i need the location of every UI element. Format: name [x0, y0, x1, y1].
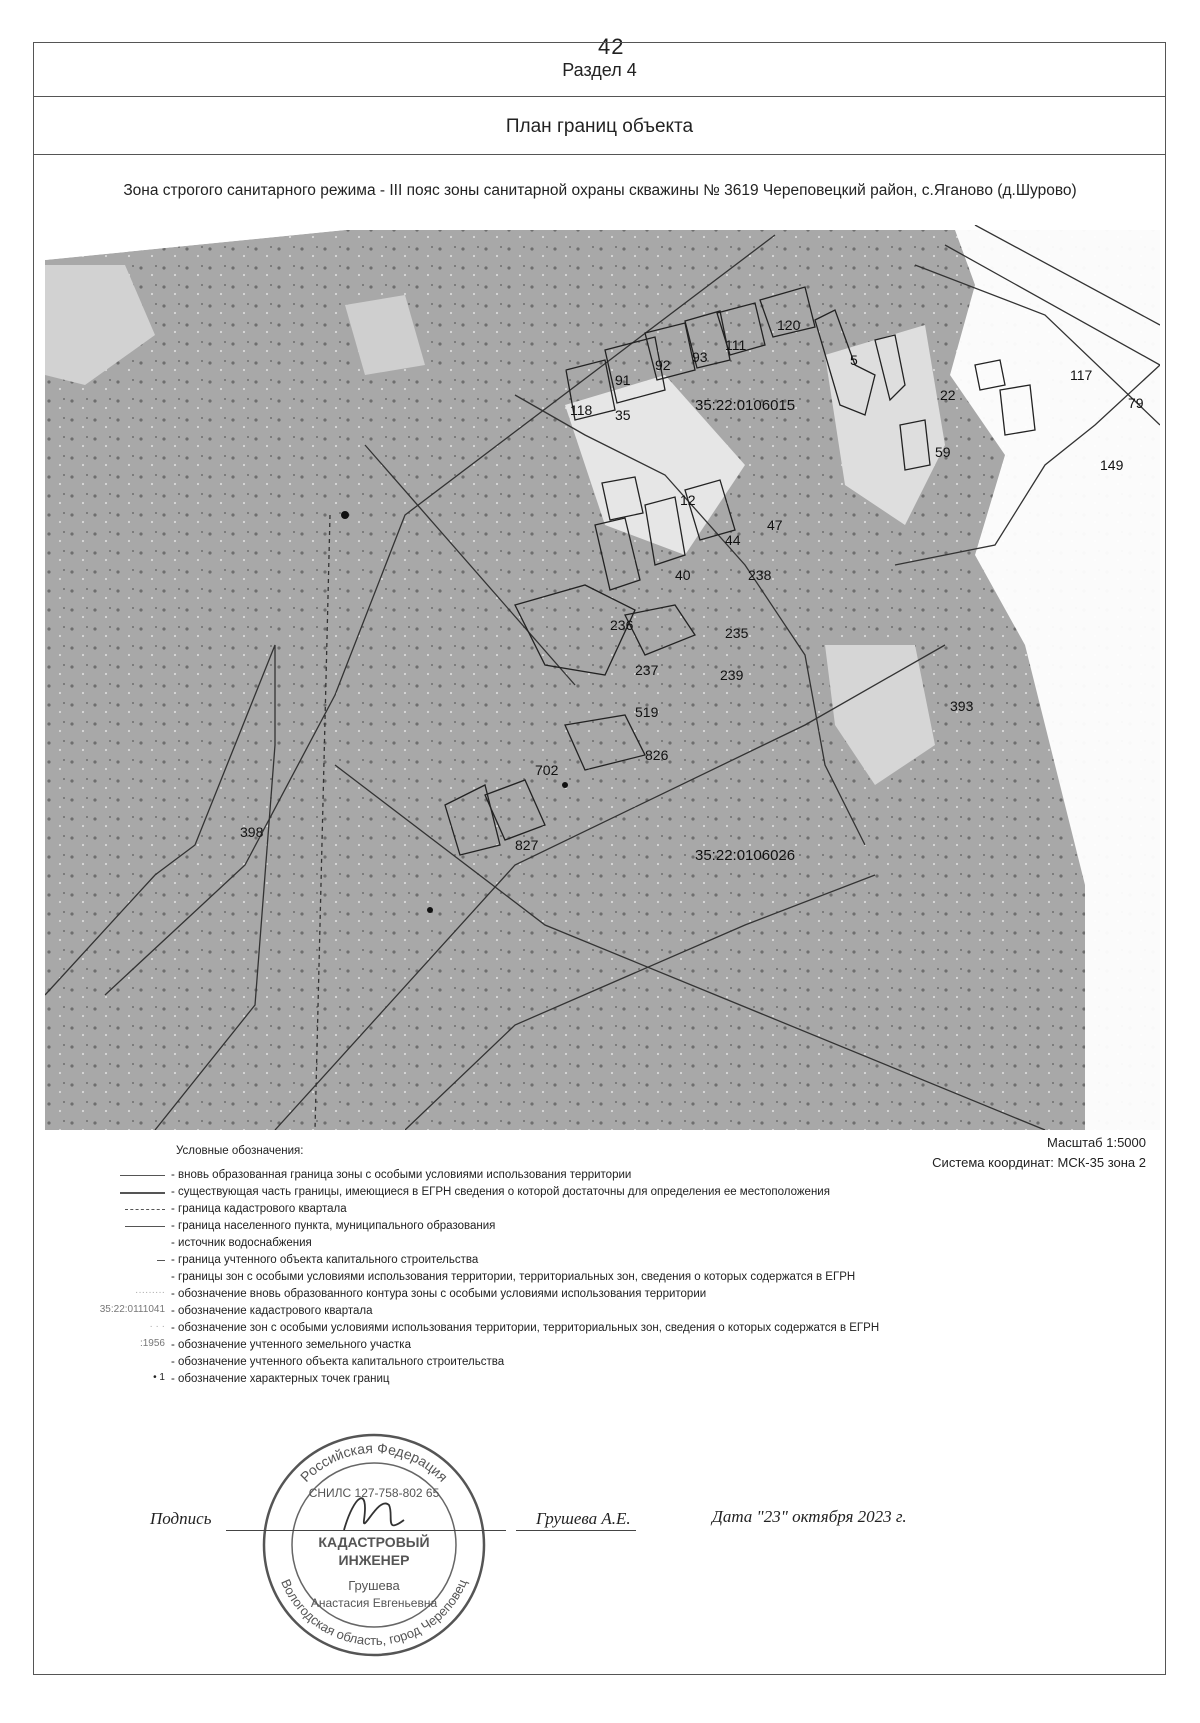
parcel-label: 702 — [535, 762, 559, 778]
svg-text:СНИЛС 127-758-802 65: СНИЛС 127-758-802 65 — [308, 1486, 440, 1500]
legend-title: Условные обозначения: — [176, 1145, 304, 1157]
plan-title: План границ объекта — [505, 116, 694, 137]
signature-block — [36, 1425, 1166, 1665]
legend-text-symbol: 35:22:0111041 — [99, 1304, 165, 1315]
legend-line-symbol — [36, 1253, 171, 1267]
parcel-label: 239 — [720, 667, 744, 683]
parcel-label: 237 — [635, 662, 659, 678]
parcel-label: 118 — [570, 402, 593, 418]
signature-label: Подпись — [150, 1509, 212, 1528]
legend-text-symbol — [36, 1355, 171, 1369]
legend-item: - граница учтенного объекта капитального строительства — [36, 1252, 478, 1268]
legend-item: · · · - обозначение зон с особыми условиями использования территории, территориальных зон, сведения о которых содержатся в ЕГРН — [36, 1320, 879, 1336]
legend-item: - вновь образованная граница зоны с особыми условиями использования территории — [36, 1167, 631, 1183]
legend-line-symbol — [36, 1202, 171, 1216]
section-header — [33, 42, 1166, 97]
parcel-label: 120 — [777, 317, 801, 333]
water-source-icon — [427, 907, 433, 913]
coordinate-system: Система координат: МСК-35 зона 2 — [932, 1155, 1146, 1170]
parcel-label: 238 — [748, 567, 772, 583]
svg-text:Анастасия Евгеньевна: Анастасия Евгеньевна — [310, 1596, 438, 1610]
signature-line — [516, 1530, 636, 1531]
svg-text:Вологодская область, город Чер: Вологодская область, город Череповец — [278, 1576, 470, 1649]
parcel-label: 111 — [725, 337, 747, 353]
legend-point-symbol — [36, 1236, 171, 1250]
legend-line-symbol — [36, 1168, 171, 1182]
legend-item: - источник водоснабжения — [36, 1235, 312, 1251]
legend-item: ········· - обозначение вновь образованного контура зоны с особыми условиями использования территории — [36, 1286, 706, 1302]
legend-item: - существующая часть границы, имеющиеся в ЕГРН сведения о которой достаточны для определения ее местоположения — [36, 1184, 830, 1200]
parcel-label: 826 — [645, 747, 669, 763]
legend-text-symbol: :1956 — [139, 1338, 165, 1349]
legend-line-symbol — [36, 1219, 171, 1233]
legend — [36, 1135, 1166, 1420]
quarter-label: 35:22:0106026 — [695, 847, 796, 864]
parcel-label: 117 — [1070, 367, 1093, 383]
parcel-label: 827 — [515, 837, 539, 853]
parcel-label: 44 — [725, 532, 741, 548]
map-scale: Масштаб 1:5000 — [1047, 1135, 1146, 1150]
parcel-label: 393 — [950, 698, 974, 714]
legend-line-symbol — [36, 1185, 171, 1199]
parcel-label: 519 — [635, 704, 659, 720]
signature-line — [226, 1530, 506, 1531]
legend-item: • 1 - обозначение характерных точек границ — [36, 1371, 390, 1387]
parcel-label: 12 — [680, 492, 696, 508]
section-label: Раздел 4 — [562, 60, 637, 80]
parcel-label: 92 — [655, 357, 671, 373]
parcel-label: 91 — [615, 372, 631, 388]
parcel-label: 35 — [615, 407, 631, 423]
plan-header — [33, 97, 1166, 155]
parcel-label: 398 — [240, 824, 264, 840]
legend-item: :1956 - обозначение учтенного земельного участка — [36, 1337, 411, 1353]
svg-text:Грушева: Грушева — [348, 1578, 400, 1593]
cadastral-map — [45, 225, 1160, 1130]
legend-item: - границы зон с особыми условиями использования территории, территориальных зон, сведения о которых содержатся в ЕГРН — [36, 1269, 855, 1285]
parcel-label: 236 — [610, 617, 634, 633]
legend-item: - обозначение учтенного объекта капитального строительства — [36, 1354, 504, 1370]
parcel-label: 5 — [850, 352, 858, 368]
page-number: 42 — [598, 34, 625, 59]
parcel-label: 79 — [1128, 395, 1144, 411]
parcel-label: 40 — [675, 567, 691, 583]
parcel-label: 93 — [692, 349, 708, 365]
legend-item: - граница кадастрового квартала — [36, 1201, 347, 1217]
water-source-icon — [562, 782, 568, 788]
parcel-label: 22 — [940, 387, 956, 403]
signature-date: Дата "23" октября 2023 г. — [712, 1507, 907, 1526]
legend-point-symbol: • 1 — [153, 1372, 165, 1383]
svg-text:КАДАСТРОВЫЙ: КАДАСТРОВЫЙ — [318, 1534, 430, 1550]
legend-text-symbol: ········· — [135, 1287, 165, 1298]
legend-item: 35:22:0111041 - обозначение кадастрового квартала — [36, 1303, 373, 1319]
zone-description: Зона строгого санитарного режима - III пояс зоны санитарной охраны скважины № 3619 Череповецкий район, с.Ягановo (д.Шурово) — [123, 182, 1077, 199]
legend-item: - граница населенного пункта, муниципального образования — [36, 1218, 495, 1234]
parcel-label: 59 — [935, 444, 951, 460]
legend-text-symbol: · · · — [149, 1321, 165, 1332]
legend-line-symbol — [36, 1270, 171, 1284]
quarter-label: 35:22:0106015 — [695, 397, 796, 414]
water-source-icon — [341, 511, 349, 519]
parcel-label: 149 — [1100, 457, 1124, 473]
seal-stamp — [254, 1425, 494, 1665]
parcel-label: 47 — [767, 517, 783, 533]
svg-text:ИНЖЕНЕР: ИНЖЕНЕР — [338, 1552, 410, 1568]
parcel-label: 235 — [725, 625, 749, 641]
svg-text:Российская Федерация: Российская Федерация — [297, 1439, 452, 1485]
signer-name: Грушева А.Е. — [536, 1509, 631, 1528]
